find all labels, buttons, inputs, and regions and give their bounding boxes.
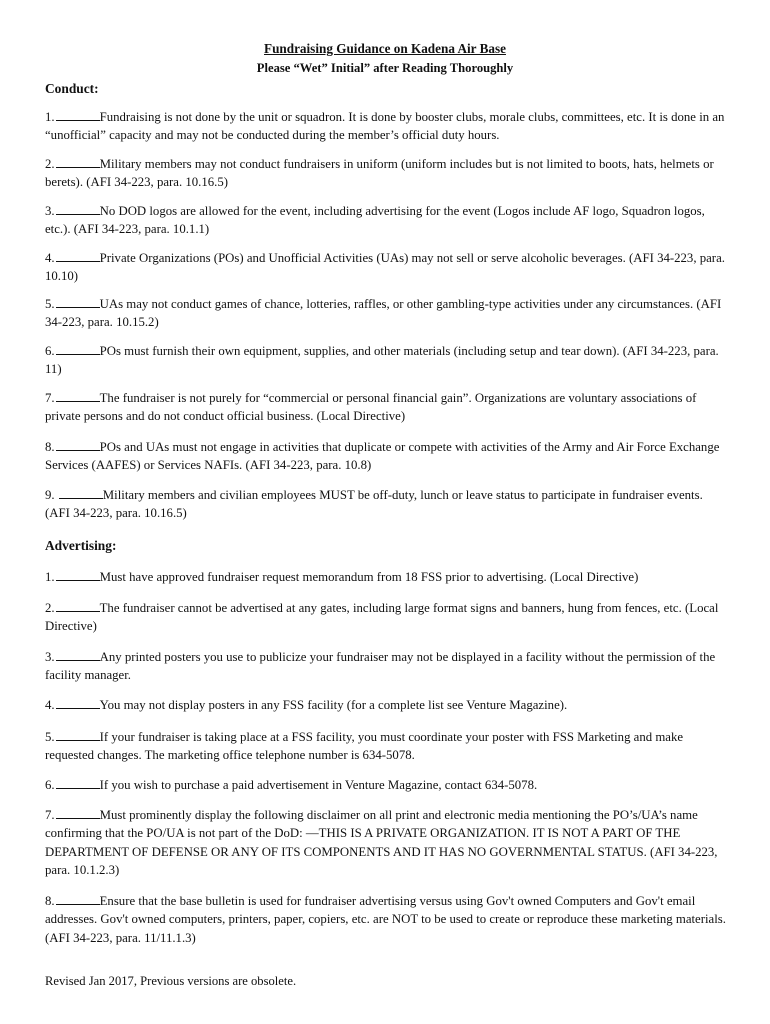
initial-blank[interactable] [56,808,100,819]
initial-blank[interactable] [56,570,100,581]
conduct-item-3 [45,202,729,239]
item-text: UAs may not conduct games of chance, lotteries, raffles, or other gambling-type activities under any circumstances. (AFI 34-223, para. 10.15.2) [45,297,722,330]
item-number: 4. [45,251,55,265]
conduct-item-1 [45,108,729,145]
item-text: No DOD logos are allowed for the event, including advertising for the event (Logos include AF logo, Squadron logos, etc.). (AFI 34-223, para. 10.1.1) [45,204,705,237]
item-number: 2. [45,601,55,615]
item-number: 5. [45,730,55,744]
item-text: Any printed posters you use to publicize your fundraiser may not be displayed in a facility without the permission of the facility manager. [45,650,716,683]
item-text: Must have approved fundraiser request memorandum from 18 FSS prior to advertising. (Local Directive) [99,570,639,584]
item-number: 1. [45,570,55,584]
item-text: Fundraising is not done by the unit or squadron. It is done by booster clubs, morale clubs, committees, etc. It is done in an “unofficial” capacity and may not be conducted during the member’s official duty hours. [45,110,725,143]
item-text: The fundraiser cannot be advertised at any gates, including large format signs and banners, hung from fences, etc. (Local Directive) [45,601,719,634]
document-subtitle: Please “Wet” Initial” after Reading Thoroughly [256,61,514,75]
conduct-item-9 [45,486,729,523]
initial-blank[interactable] [56,894,100,905]
item-number: 2. [45,157,55,171]
advertising-item-4 [45,696,729,714]
initial-blank[interactable] [56,344,100,355]
item-number: 3. [45,204,55,218]
conduct-item-5 [45,295,729,332]
initial-blank[interactable] [56,157,100,168]
advertising-item-8 [45,892,729,947]
item-number: 6. [45,344,55,358]
conduct-item-7 [45,389,729,426]
initial-blank[interactable] [56,650,100,661]
item-number: 5. [45,297,55,311]
initial-blank[interactable] [56,730,100,741]
item-number: 8. [45,894,55,908]
conduct-heading: Conduct: [45,81,99,96]
initial-blank[interactable] [56,110,100,121]
advertising-item-7 [45,806,729,880]
advertising-item-6 [45,776,729,794]
revision-note: Revised Jan 2017, Previous versions are obsolete. [45,974,297,988]
item-number: 6. [45,778,55,792]
item-text: Military members and civilian employees MUST be off-duty, lunch or leave status to participate in fundraiser events. (AFI 34-223, para. 10.16.5) [45,488,703,521]
initial-blank[interactable] [56,601,100,612]
item-number: 7. [45,808,55,822]
initial-blank[interactable] [56,391,100,402]
item-text: Private Organizations (POs) and Unofficial Activities (UAs) may not sell or serve alcoholic beverages. (AFI 34-223, para. 10.10) [45,251,725,284]
item-text: If you wish to purchase a paid advertisement in Venture Magazine, contact 634-5078. [99,778,538,792]
item-text: You may not display posters in any FSS facility (for a complete list see Venture Magazine). [99,698,568,712]
initial-blank[interactable] [56,297,100,308]
document-title: Fundraising Guidance on Kadena Air Base [264,41,506,56]
conduct-item-2 [45,155,729,192]
conduct-item-4 [45,249,729,286]
initial-blank[interactable] [56,778,100,789]
initial-blank[interactable] [56,440,100,451]
item-number: 7. [45,391,55,405]
advertising-item-2 [45,599,729,636]
item-number: 9. [45,488,58,502]
advertising-item-3 [45,648,729,685]
item-text: POs and UAs must not engage in activities that duplicate or compete with activities of the Army and Air Force Exchange Services (AAFES) or Services NAFIs. (AFI 34-223, para. 10.8) [45,440,720,473]
initial-blank[interactable] [56,204,100,215]
item-text: POs must furnish their own equipment, supplies, and other materials (including setup and tear down). (AFI 34-223, para. 11) [45,344,719,377]
advertising-item-5 [45,728,729,765]
item-text: Ensure that the base bulletin is used for fundraiser advertising versus using Gov't owned Computers and Gov't email addresses. Gov't owned computers, printers, paper, copiers, etc. are NOT to be used to create or reproduce these marketing materials. (AFI 34-223, para. 11/11.1.3) [45,894,726,945]
advertising-item-1 [45,568,729,586]
advertising-heading: Advertising: [45,538,117,553]
item-number: 4. [45,698,55,712]
item-number: 3. [45,650,55,664]
item-text: Military members may not conduct fundraisers in uniform (uniform includes but is not limited to boots, hats, helmets or berets). (AFI 34-223, para. 10.16.5) [45,157,714,190]
item-text: If your fundraiser is taking place at a FSS facility, you must coordinate your poster with FSS Marketing and make requested changes. The marketing office telephone number is 634-5078. [45,730,684,763]
item-number: 8. [45,440,55,454]
conduct-item-6 [45,342,729,379]
item-number: 1. [45,110,55,124]
initial-blank[interactable] [56,251,100,262]
initial-blank[interactable] [59,488,103,499]
item-text: The fundraiser is not purely for “commercial or personal financial gain”. Organizations are voluntary associations of private persons and do not conduct official business. (Local Directive) [45,391,697,424]
conduct-item-8 [45,438,729,475]
initial-blank[interactable] [56,698,100,709]
item-text: Must prominently display the following disclaimer on all print and electronic media mentioning the PO’s/UA’s name confirming that the PO/UA is not part of the DoD: ―THIS IS A PRIVATE ORGANIZATION. IT IS NOT A PART OF THE DEPARTMENT OF DEFENSE OR ANY OF ITS COMPONENTS AND IT HAS NO GOVERNMENTAL STATUS. (AFI 34-223, para. 10.1.2.3) [45,808,718,878]
